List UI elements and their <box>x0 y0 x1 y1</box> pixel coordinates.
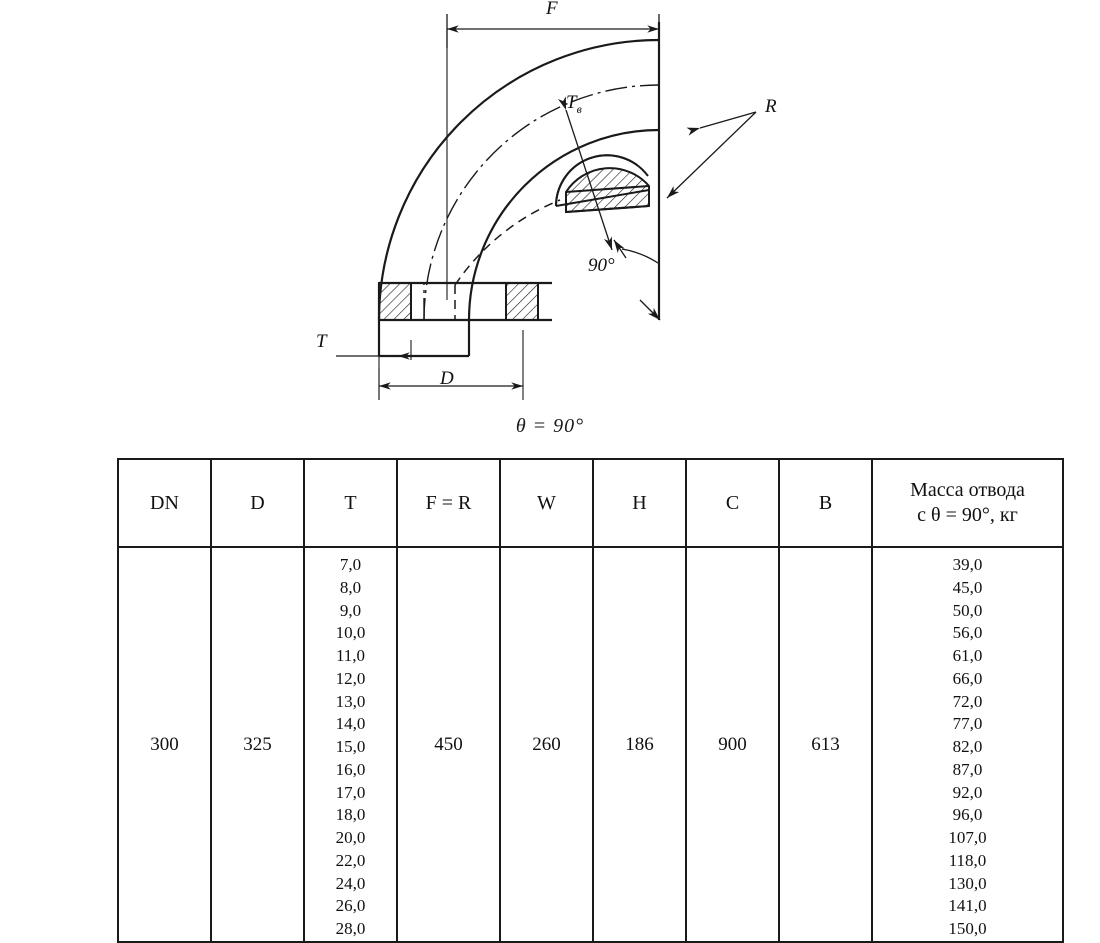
mass-value-12: 107,0 <box>948 828 987 848</box>
t-inner-sub: в <box>576 101 582 116</box>
t-value-8: 15,0 <box>335 737 366 757</box>
header-h: H <box>593 459 686 547</box>
mass-value-15: 141,0 <box>948 896 987 916</box>
cell-f-r: 450 <box>397 547 500 942</box>
t-value-16: 28,0 <box>335 919 366 939</box>
t-value-13: 22,0 <box>335 850 366 870</box>
elbow-drawing <box>0 0 1100 455</box>
mass-values-stack <box>873 548 1062 941</box>
drawing-caption-theta: θ = 90° <box>515 415 585 437</box>
header-t: T <box>304 459 397 547</box>
cell-d: 325 <box>211 547 304 942</box>
t-value-14: 24,0 <box>335 873 366 893</box>
header-mass-line1: Масса отвода <box>910 479 1025 501</box>
header-mass-line2: с θ = 90°, кг <box>917 504 1018 526</box>
mass-value-3: 56,0 <box>952 623 983 643</box>
header-d: D <box>211 459 304 547</box>
t-value-12: 20,0 <box>335 828 366 848</box>
table-body <box>118 547 1063 942</box>
cell-w: 260 <box>500 547 593 942</box>
dimension-label-t: T <box>316 331 327 352</box>
t-value-5: 12,0 <box>335 668 366 688</box>
dimension-label-d: D <box>440 368 454 389</box>
specification-table <box>117 458 1064 943</box>
header-b: B <box>779 459 872 547</box>
t-value-0: 7,0 <box>339 555 362 574</box>
mass-value-4: 61,0 <box>952 646 983 666</box>
table-row <box>118 547 1063 942</box>
t-value-7: 14,0 <box>335 714 366 734</box>
angle-label-90: 90° <box>588 255 615 276</box>
mass-value-0: 39,0 <box>952 555 983 574</box>
mass-value-13: 118,0 <box>948 850 987 870</box>
header-f-r: F = R <box>397 459 500 547</box>
t-value-3: 10,0 <box>335 623 366 643</box>
cell-c: 900 <box>686 547 779 942</box>
mass-value-5: 66,0 <box>952 668 983 688</box>
mass-value-2: 50,0 <box>952 600 983 620</box>
t-value-2: 9,0 <box>339 600 362 620</box>
dimension-label-r: R <box>765 96 777 117</box>
mass-value-1: 45,0 <box>952 577 983 597</box>
header-dn: DN <box>118 459 211 547</box>
cell-dn: 300 <box>118 547 211 942</box>
cell-mass-list <box>872 547 1063 942</box>
t-value-15: 26,0 <box>335 896 366 916</box>
cell-h: 186 <box>593 547 686 942</box>
t-value-10: 17,0 <box>335 782 366 802</box>
header-mass <box>872 459 1063 547</box>
t-value-1: 8,0 <box>339 577 362 597</box>
mass-value-9: 87,0 <box>952 759 983 779</box>
mass-value-14: 130,0 <box>948 873 987 893</box>
mass-value-8: 82,0 <box>952 737 983 757</box>
table-header-row <box>118 459 1063 547</box>
mass-value-11: 96,0 <box>952 805 983 825</box>
mass-value-6: 72,0 <box>952 691 983 711</box>
t-value-9: 16,0 <box>335 759 366 779</box>
dimension-label-f: F <box>546 0 558 19</box>
mass-value-7: 77,0 <box>952 714 983 734</box>
cell-t-list <box>304 547 397 942</box>
t-inner-main: T <box>566 92 577 113</box>
specification-table-wrap <box>117 458 1025 943</box>
table-head <box>118 459 1063 547</box>
cell-b: 613 <box>779 547 872 942</box>
dimension-label-t-inner <box>566 92 582 117</box>
t-value-6: 13,0 <box>335 691 366 711</box>
header-w: W <box>500 459 593 547</box>
t-values-stack <box>305 548 396 941</box>
mass-value-16: 150,0 <box>948 919 987 939</box>
t-value-11: 18,0 <box>335 805 366 825</box>
header-c: C <box>686 459 779 547</box>
t-value-4: 11,0 <box>335 646 366 666</box>
mass-value-10: 92,0 <box>952 782 983 802</box>
